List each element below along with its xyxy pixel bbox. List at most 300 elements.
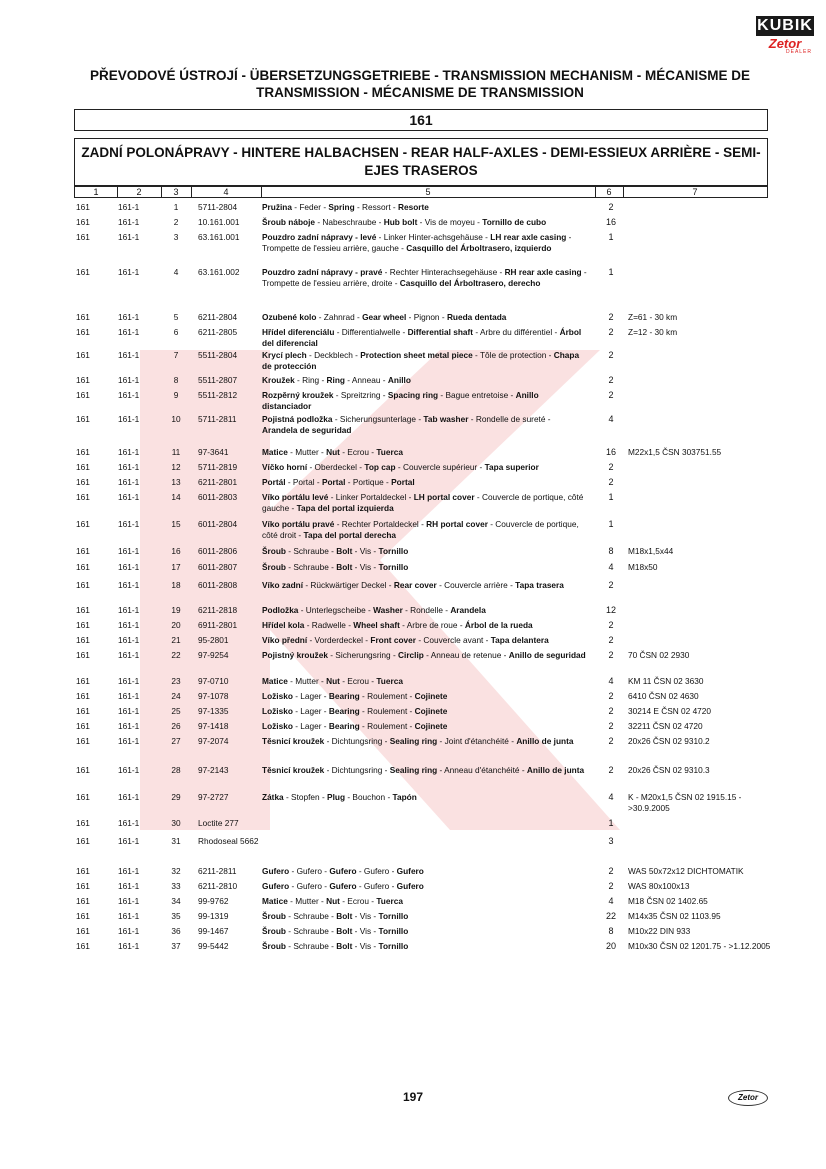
description-part: - Lager - xyxy=(292,706,329,716)
cell-description xyxy=(262,881,588,892)
description-part: Gufero xyxy=(329,866,357,876)
cell-subgroup: 161-1 xyxy=(118,492,140,502)
description-part: Zátka xyxy=(262,792,284,802)
cell-position: 16 xyxy=(171,546,181,556)
description-part: Šroub xyxy=(262,926,286,936)
cell-description xyxy=(262,267,588,288)
description-part: - Mutter - xyxy=(287,896,327,906)
description-part: Cojinete xyxy=(414,706,448,716)
cell-position: 23 xyxy=(171,676,181,686)
description-part: Spacing ring xyxy=(387,390,439,400)
cell-group: 161 xyxy=(76,414,90,424)
description-part: Tornillo xyxy=(378,941,409,951)
cell-description xyxy=(262,580,588,591)
description-part: - Portique - xyxy=(345,477,392,487)
description-part: Podložka xyxy=(262,605,299,615)
description-part: - Roulement - xyxy=(359,721,415,731)
cell-note: M14x35 ČSN 02 1103.95 xyxy=(628,911,721,921)
cell-position: 15 xyxy=(171,519,181,529)
description-part: - Couvercle de portique, côté droit - xyxy=(262,519,579,540)
description-part: Wheel shaft xyxy=(353,620,400,630)
description-part: Gufero xyxy=(262,866,290,876)
description-part: - Gufero - xyxy=(356,866,397,876)
description-part: Pouzdro zadní nápravy - levé xyxy=(262,232,377,242)
cell-description xyxy=(262,896,588,907)
cell-note: M22x1,5 ČSN 303751.55 xyxy=(628,447,722,457)
description-part: - Deckblech - xyxy=(306,350,361,360)
cell-part-number: 99-5442 xyxy=(198,941,229,951)
description-part: Portal xyxy=(321,477,346,487)
cell-subgroup: 161-1 xyxy=(118,562,140,572)
cell-position: 11 xyxy=(171,447,181,457)
cell-description xyxy=(262,519,588,540)
column-header-1: 1 xyxy=(93,187,99,197)
description-part: - Oberdeckel - xyxy=(307,462,365,472)
cell-description xyxy=(262,620,588,631)
description-part: Tapón xyxy=(392,792,417,802)
description-part: Casquillo del Árboltrasero, derecho xyxy=(399,277,541,288)
cell-part-number: 6211-2805 xyxy=(198,327,238,337)
cell-group: 161 xyxy=(76,492,90,502)
cell-part-number: 99-1319 xyxy=(198,911,229,921)
cell-note: K - M20x1,5 ČSN 02 1915.15 - >30.9.2005 xyxy=(628,792,742,813)
cell-description xyxy=(262,721,588,732)
cell-position: 29 xyxy=(171,792,181,802)
cell-part-number: 6211-2801 xyxy=(198,477,238,487)
cell-description xyxy=(262,312,588,323)
cell-subgroup: 161-1 xyxy=(118,580,140,590)
description-part: Krycí plech xyxy=(262,350,307,360)
cell-quantity: 2 xyxy=(608,706,614,716)
cell-group: 161 xyxy=(76,792,90,802)
cell-subgroup: 161-1 xyxy=(118,836,140,846)
cell-subgroup: 161-1 xyxy=(118,232,140,242)
cell-position: 13 xyxy=(171,477,181,487)
description-part: Matice xyxy=(262,447,288,457)
description-part: - Lager - xyxy=(292,691,329,701)
cell-description xyxy=(262,736,588,747)
description-part: LH portal cover xyxy=(413,492,475,502)
page-number: 197 xyxy=(403,1090,424,1104)
cell-quantity: 22 xyxy=(605,911,616,921)
cell-group: 161 xyxy=(76,818,90,828)
cell-subgroup: 161-1 xyxy=(118,605,140,615)
cell-subgroup: 161-1 xyxy=(118,881,140,891)
cell-subgroup: 161-1 xyxy=(118,866,140,876)
cell-quantity: 2 xyxy=(608,462,614,472)
cell-group: 161 xyxy=(76,562,90,572)
cell-subgroup: 161-1 xyxy=(118,375,140,385)
description-part: - Differentialwelle - xyxy=(334,327,408,337)
cell-group: 161 xyxy=(76,881,90,891)
description-part: Tornillo xyxy=(378,562,409,572)
cell-part-number: 97-2143 xyxy=(198,765,229,775)
cell-group: 161 xyxy=(76,232,90,242)
cell-subgroup: 161-1 xyxy=(118,267,140,277)
zetor-logo-text: Zetor xyxy=(768,36,802,51)
description-part: - Schraube - xyxy=(285,911,337,921)
description-part: Anillo xyxy=(387,375,411,385)
description-part: - Mutter - xyxy=(287,676,327,686)
description-part: - Spreitzring - xyxy=(333,390,388,400)
cell-description xyxy=(262,327,588,348)
cell-part-number: 6011-2803 xyxy=(198,492,238,502)
cell-subgroup: 161-1 xyxy=(118,706,140,716)
cell-description xyxy=(262,941,588,952)
cell-description xyxy=(262,926,588,937)
cell-position: 32 xyxy=(171,866,181,876)
description-part: Tornillo xyxy=(378,546,409,556)
description-part: Rueda dentada xyxy=(446,312,507,322)
cell-description xyxy=(262,390,588,411)
cell-description xyxy=(262,462,588,473)
description-part: - Dichtungsring - xyxy=(324,736,390,746)
description-part: Cojinete xyxy=(414,721,448,731)
description-part: - Ecrou - xyxy=(339,676,377,686)
description-part: Nut xyxy=(326,447,340,457)
description-part: - Schraube - xyxy=(285,926,337,936)
description-part: Chapa de protección xyxy=(262,350,580,371)
description-part: Těsnicí kroužek xyxy=(262,736,325,746)
cell-note: M10x22 DIN 933 xyxy=(628,926,691,936)
cell-position: 21 xyxy=(171,635,181,645)
cell-group: 161 xyxy=(76,691,90,701)
description-part: - Anneau de retenue - xyxy=(423,650,509,660)
cell-group: 161 xyxy=(76,447,90,457)
description-part: Tuerca xyxy=(376,896,403,906)
cell-part-number: 97-2727 xyxy=(198,792,229,802)
cell-position: 7 xyxy=(173,350,179,360)
description-part: - Rechter Hinterachsegehäuse - xyxy=(382,267,505,277)
description-part: Bearing xyxy=(328,721,360,731)
description-part: Árbol del diferencial xyxy=(262,327,582,348)
description-part: - Roulement - xyxy=(359,706,415,716)
cell-quantity: 2 xyxy=(608,881,614,891)
cell-part-number: 99-9762 xyxy=(198,896,229,906)
page-title: PŘEVODOVÉ ÚSTROJÍ - ÜBERSETZUNGSGETRIEBE - TRANSMISSION MECHANISM - MÉCANISME DE TRANSMISSION - MÉCANISME DE TRANSMISSION xyxy=(89,68,751,100)
cell-group: 161 xyxy=(76,706,90,716)
cell-position: 24 xyxy=(171,691,181,701)
cell-part-number: 5511-2804 xyxy=(198,350,238,360)
description-part: - Schraube - xyxy=(285,546,337,556)
cell-description xyxy=(262,202,588,213)
description-part: - Vis - xyxy=(352,546,379,556)
description-part: - Ring - xyxy=(294,375,327,385)
kubik-zetor-logo xyxy=(756,16,814,56)
cell-subgroup: 161-1 xyxy=(118,620,140,630)
cell-position: 5 xyxy=(173,312,179,322)
description-part: Bolt xyxy=(336,926,353,936)
kubik-logo-text: KUBIK xyxy=(757,17,813,34)
cell-description xyxy=(262,605,588,616)
cell-subgroup: 161-1 xyxy=(118,721,140,731)
description-part: Tapa trasera xyxy=(515,580,564,590)
cell-part-number: 6211-2810 xyxy=(198,881,238,891)
cell-quantity: 2 xyxy=(608,650,614,660)
cell-group: 161 xyxy=(76,477,90,487)
cell-part-number: 97-1078 xyxy=(198,691,229,701)
cell-part-number: Rhodoseal 5662 xyxy=(198,836,259,846)
cell-part-number: 97-0710 xyxy=(198,676,229,686)
cell-description xyxy=(262,635,588,646)
description-part: Árbol de la rueda xyxy=(464,620,533,630)
cell-note: Z=12 - 30 km xyxy=(628,327,678,337)
cell-group: 161 xyxy=(76,721,90,731)
cell-part-number: 63.161.002 xyxy=(198,267,240,277)
description-part: Sealing ring xyxy=(389,765,438,775)
description-part: Tuerca xyxy=(376,447,403,457)
cell-position: 9 xyxy=(173,390,179,400)
description-part: - Feder - xyxy=(291,202,329,212)
zetor-footer-logo: Zetor xyxy=(728,1090,768,1106)
description-part: Šroub náboje xyxy=(262,217,316,227)
description-part: - Rondelle - xyxy=(402,605,451,615)
cell-note: WAS 80x100x13 xyxy=(628,881,690,891)
cell-description xyxy=(262,676,588,687)
description-part: Víko portálu levé xyxy=(262,492,329,502)
cell-note: M18x1,5x44 xyxy=(628,546,674,556)
description-part: - Roulement - xyxy=(359,691,415,701)
cell-subgroup: 161-1 xyxy=(118,202,140,212)
description-part: - Nabeschraube - xyxy=(315,217,384,227)
description-part: Resorte xyxy=(398,202,429,212)
cell-subgroup: 161-1 xyxy=(118,792,140,802)
cell-part-number: 5711-2804 xyxy=(198,202,238,212)
cell-description xyxy=(262,375,588,386)
cell-subgroup: 161-1 xyxy=(118,519,140,529)
cell-quantity: 2 xyxy=(608,635,614,645)
cell-quantity: 2 xyxy=(608,477,614,487)
description-part: - Ressort - xyxy=(354,202,399,212)
cell-position: 36 xyxy=(171,926,181,936)
description-part: Víko přední xyxy=(262,635,308,645)
cell-quantity: 4 xyxy=(608,414,614,424)
column-header-3: 3 xyxy=(173,187,179,197)
description-part: Gufero xyxy=(396,881,424,891)
description-part: Casquillo del Árboltrasero, izquierdo xyxy=(406,242,552,253)
cell-position: 3 xyxy=(173,232,179,242)
description-part: Plug xyxy=(327,792,346,802)
cell-position: 37 xyxy=(171,941,181,951)
cell-quantity: 16 xyxy=(605,217,616,227)
cell-description xyxy=(262,911,588,922)
description-part: - Anneau - xyxy=(344,375,388,385)
cell-quantity: 8 xyxy=(608,546,614,556)
cell-subgroup: 161-1 xyxy=(118,911,140,921)
cell-group: 161 xyxy=(76,765,90,775)
cell-subgroup: 161-1 xyxy=(118,650,140,660)
description-part: Washer xyxy=(373,605,403,615)
cell-part-number: 6011-2807 xyxy=(198,562,238,572)
description-part: - Bague entretoise - xyxy=(438,390,516,400)
description-part: - Gufero - xyxy=(289,881,330,891)
dealer-logo-text: DEALER xyxy=(786,49,813,55)
cell-group: 161 xyxy=(76,635,90,645)
description-part: Ring xyxy=(326,375,345,385)
cell-part-number: 5711-2811 xyxy=(198,414,237,424)
description-part: Víčko horní xyxy=(262,462,308,472)
cell-position: 22 xyxy=(171,650,181,660)
description-part: - Vis - xyxy=(352,911,379,921)
cell-description xyxy=(262,866,588,877)
description-part: Portál xyxy=(262,477,286,487)
cell-group: 161 xyxy=(76,836,90,846)
description-part: Anillo de junta xyxy=(526,765,585,775)
cell-quantity: 2 xyxy=(608,390,614,400)
column-header-4: 4 xyxy=(223,187,229,197)
cell-group: 161 xyxy=(76,312,90,322)
description-part: Spring xyxy=(328,202,355,212)
section-number: 161 xyxy=(74,109,768,131)
description-part: - Gufero - xyxy=(289,866,330,876)
cell-part-number: 97-3641 xyxy=(198,447,229,457)
cell-group: 161 xyxy=(76,202,90,212)
cell-position: 12 xyxy=(171,462,181,472)
description-part: - Joint d'étanchéité - xyxy=(437,736,517,746)
description-part: Protection sheet metal piece xyxy=(360,350,473,360)
cell-position: 35 xyxy=(171,911,181,921)
cell-position: 14 xyxy=(171,492,181,502)
column-header-7: 7 xyxy=(692,187,698,197)
cell-note: M18 ČSN 02 1402.65 xyxy=(628,896,708,906)
description-part: Pouzdro zadní nápravy - pravé xyxy=(262,267,383,277)
cell-part-number: 6011-2804 xyxy=(198,519,238,529)
description-part: - Mutter - xyxy=(287,447,327,457)
cell-group: 161 xyxy=(76,941,90,951)
description-part: Šroub xyxy=(262,562,286,572)
description-part: Hřídel kola xyxy=(262,620,305,630)
cell-subgroup: 161-1 xyxy=(118,477,140,487)
description-part: Front cover xyxy=(370,635,417,645)
cell-quantity: 1 xyxy=(608,267,614,277)
description-part: - Bouchon - xyxy=(345,792,393,802)
cell-subgroup: 161-1 xyxy=(118,635,140,645)
cell-quantity: 2 xyxy=(608,350,614,360)
cell-group: 161 xyxy=(76,546,90,556)
description-part: - Couvercle arrière - xyxy=(436,580,516,590)
section-subtitle: ZADNÍ POLONÁPRAVY - HINTERE HALBACHSEN - REAR HALF-AXLES - DEMI-ESSIEUX ARRIÈRE - SEMI-EJES TRASEROS xyxy=(74,138,768,186)
cell-part-number: 6011-2808 xyxy=(198,580,238,590)
cell-description xyxy=(262,350,588,371)
cell-description xyxy=(262,562,588,573)
description-part: Tapa del portal derecha xyxy=(303,529,397,540)
description-part: - Couvercle avant - xyxy=(416,635,491,645)
cell-description xyxy=(262,650,588,661)
cell-quantity: 16 xyxy=(605,447,616,457)
cell-description xyxy=(262,546,588,557)
cell-description xyxy=(262,706,588,717)
cell-description xyxy=(262,765,588,776)
cell-subgroup: 161-1 xyxy=(118,447,140,457)
cell-description xyxy=(262,232,588,253)
cell-note: M10x30 ČSN 02 1201.75 - >1.12.2005 xyxy=(628,941,771,951)
cell-subgroup: 161-1 xyxy=(118,818,140,828)
description-part: Tapa superior xyxy=(484,462,539,472)
cell-subgroup: 161-1 xyxy=(118,217,140,227)
cell-subgroup: 161-1 xyxy=(118,327,140,337)
cell-group: 161 xyxy=(76,267,90,277)
cell-quantity: 2 xyxy=(608,312,614,322)
cell-note: 32211 ČSN 02 4720 xyxy=(628,721,703,731)
description-part: - Linker Hinter-achsgehäuse - xyxy=(376,232,491,242)
description-part: Bolt xyxy=(336,911,353,921)
cell-position: 34 xyxy=(171,896,181,906)
description-part: - Zahnrad - xyxy=(316,312,363,322)
cell-position: 20 xyxy=(171,620,181,630)
cell-quantity: 2 xyxy=(608,691,614,701)
cell-subgroup: 161-1 xyxy=(118,546,140,556)
cell-quantity: 2 xyxy=(608,580,614,590)
description-part: Pružina xyxy=(262,202,292,212)
description-part: Anillo de seguridad xyxy=(508,650,586,660)
description-part: Portal xyxy=(391,477,415,487)
cell-quantity: 1 xyxy=(608,519,614,529)
description-part: - Vis - xyxy=(352,926,379,936)
description-part: - Tôle de protection - xyxy=(472,350,554,360)
description-part: Víko portálu pravé xyxy=(262,519,335,529)
description-part: - Radwelle - xyxy=(304,620,354,630)
description-part: Sealing ring xyxy=(389,736,438,746)
description-part: Bolt xyxy=(336,941,353,951)
description-part: Kroužek xyxy=(262,375,295,385)
description-part: - Rondelle de sureté - xyxy=(468,414,551,424)
description-part: - Couvercle de portique, côté gauche - xyxy=(262,492,584,513)
description-part: Matice xyxy=(262,676,288,686)
column-header-5: 5 xyxy=(425,187,431,197)
cell-quantity: 4 xyxy=(608,562,614,572)
description-part: - Sicherungsring - xyxy=(327,650,399,660)
cell-subgroup: 161-1 xyxy=(118,414,140,424)
description-part: Cojinete xyxy=(414,691,448,701)
cell-note: KM 11 ČSN 02 3630 xyxy=(628,676,704,686)
description-part: Ložisko xyxy=(262,721,293,731)
cell-group: 161 xyxy=(76,519,90,529)
cell-description xyxy=(262,447,588,458)
cell-position: 27 xyxy=(171,736,181,746)
description-part: Pojistná podložka xyxy=(262,414,333,424)
cell-quantity: 4 xyxy=(608,676,614,686)
description-part: Nut xyxy=(326,676,340,686)
description-part: RH portal cover xyxy=(426,519,488,529)
cell-subgroup: 161-1 xyxy=(118,941,140,951)
cell-group: 161 xyxy=(76,217,90,227)
cell-group: 161 xyxy=(76,580,90,590)
cell-group: 161 xyxy=(76,736,90,746)
cell-part-number: 6211-2818 xyxy=(198,605,238,615)
cell-position: 4 xyxy=(173,267,179,277)
cell-note: WAS 50x72x12 DICHTOMATIK xyxy=(628,866,744,876)
description-part: Bearing xyxy=(328,691,360,701)
cell-description xyxy=(262,691,588,702)
cell-subgroup: 161-1 xyxy=(118,462,140,472)
cell-position: 28 xyxy=(171,765,181,775)
description-part: - Couvercle supérieur - xyxy=(395,462,485,472)
description-part: Bearing xyxy=(328,706,360,716)
cell-part-number: Loctite 277 xyxy=(198,818,239,828)
description-part: Těsnicí kroužek xyxy=(262,765,325,775)
cell-quantity: 1 xyxy=(608,818,614,828)
cell-subgroup: 161-1 xyxy=(118,691,140,701)
cell-position: 8 xyxy=(173,375,179,385)
description-part: Tapa delantera xyxy=(490,635,549,645)
cell-position: 26 xyxy=(171,721,181,731)
cell-group: 161 xyxy=(76,462,90,472)
cell-quantity: 2 xyxy=(608,866,614,876)
cell-position: 17 xyxy=(171,562,181,572)
cell-part-number: 10.161.001 xyxy=(198,217,240,227)
description-part: Gufero xyxy=(396,866,424,876)
description-part: Pojistný kroužek xyxy=(262,650,328,660)
